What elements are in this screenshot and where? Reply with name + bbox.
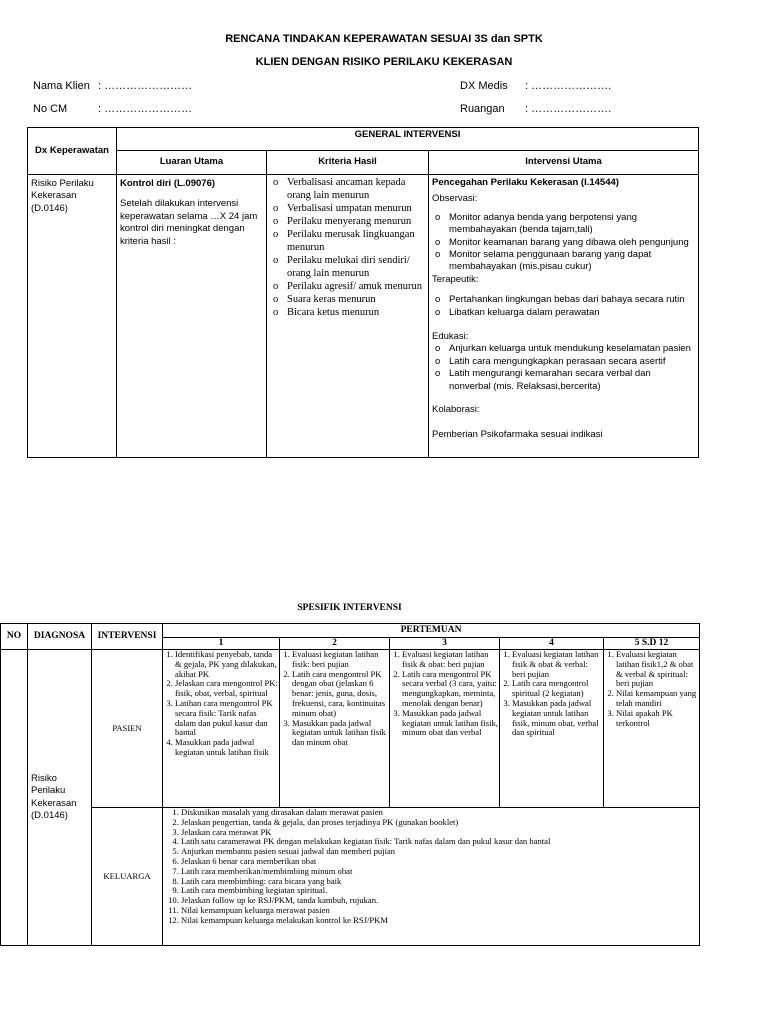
observasi-label: Observasi: — [432, 193, 478, 205]
dx-medis-value: : …………………. — [525, 80, 612, 92]
header-intervensi-utama: Intervensi Utama — [429, 151, 699, 175]
meeting-2-header: 2 — [280, 638, 390, 650]
keluarga-step: 7. Latih cara memberikan/membimbing minum obat — [181, 867, 699, 877]
document-subtitle: KLIEN DENGAN RISIKO PERILAKU KEKERASAN — [255, 56, 513, 68]
edukasi-item: o Latih cara mengungkapkan perasaan secara asertif — [432, 356, 695, 368]
pasien-label: PASIEN — [92, 650, 163, 808]
dx-cell: Risiko Perilaku Kekerasan (D.0146) — [28, 175, 117, 458]
keluarga-label: KELUARGA — [92, 808, 163, 946]
keluarga-step: 2. Jelaskan pengertian, tanda & gejala, dan proses terjadinya PK (gunakan booklet) — [181, 818, 699, 828]
kriteria-item: o Bicara ketus menurun — [270, 306, 425, 319]
keluarga-step: 1. Diskusikan masalah yang dirasakan dalam merawat pasien — [181, 808, 699, 818]
kriteria-item: o Suara keras menurun — [270, 293, 425, 306]
keluarga-step: 12. Nilai kemampuan keluarga melakukan kontrol ke RSJ/PKM — [181, 916, 699, 926]
keluarga-step: 11. Nilai kemampuan keluarga merawat pasien — [181, 906, 699, 916]
terapeutik-label: Terapeutik: — [432, 273, 479, 285]
observasi-item: o Monitor adanya benda yang berpotensi yang membahayakan (benda tajam,tali) — [432, 212, 695, 237]
meeting-3-header: 3 — [390, 638, 500, 650]
ruangan-value: : …………………. — [525, 103, 612, 115]
dx-medis-label: DX Medis — [460, 80, 508, 92]
spesifik-intervensi-title: SPESIFIK INTERVENSI — [297, 603, 402, 613]
header-kriteria-hasil: Kriteria Hasil — [267, 151, 429, 175]
no-cm-label: No CM — [33, 103, 68, 115]
kriteria-item: o Perilaku merusak lingkuangan menurun — [270, 228, 425, 254]
spesifik-intervensi-table — [0, 623, 700, 946]
nama-klien-label: Nama Klien — [33, 80, 90, 92]
observasi-list — [432, 212, 695, 274]
kriteria-cell — [267, 175, 429, 458]
observasi-item: o Monitor selama penggunaan barang yang dapat membahayakan (mis.pisau cukur) — [432, 249, 695, 274]
pasien-step: 1. Evaluasi kegiatan latihan fisik: beri pujian — [292, 650, 389, 670]
pasien-step: 1. Identifikasi penyebab, tanda & gejala, PK yang dilakukan, akibat PK — [175, 650, 279, 679]
keluarga-step: 9. Latih cara membimbing kegiatan spiritual. — [181, 886, 699, 896]
header-pertemuan: PERTEMUAN — [163, 624, 700, 638]
kolaborasi-label: Kolaborasi: — [432, 404, 480, 416]
pasien-step: 3. Nilai apakah PK terkontrol — [616, 709, 699, 729]
terapeutik-item: o Libatkan keluarga dalam perawatan — [432, 307, 695, 319]
edukasi-label: Edukasi: — [432, 331, 469, 343]
meeting-4-header: 4 — [500, 638, 604, 650]
pasien-step: 1. Evaluasi kegiatan latihan fisik & obat: beri pujian — [402, 650, 499, 670]
diagnosa-cell: Risiko Perilaku Kekerasan (D.0146) — [28, 650, 92, 946]
kriteria-item: o Perilaku melukai diri sendiri/ orang lain menurun — [270, 254, 425, 280]
pasien-step: 2. Latih cara mengontrol PK secara verbal (3 cara, yaitu: mengungkapkan, meminta, menolak dengan benar) — [402, 670, 499, 709]
terapeutik-list — [432, 294, 695, 319]
header-diagnosa: DIAGNOSA — [28, 624, 92, 650]
edukasi-list — [432, 343, 695, 393]
general-intervensi-table — [27, 127, 699, 458]
pasien-step: 2. Latih cara mengontrol PK dengan obat (jelaskan 6 benar: jenis, guna, dosis, frekuensi, cara, kontinuitas minum obat) — [292, 670, 389, 719]
pasien-step: 2. Latih cara mengontrol spiritual (2 kegiatan) — [512, 679, 603, 699]
pasien-meeting-2 — [280, 650, 390, 808]
document-title: RENCANA TINDAKAN KEPERAWATAN SESUAI 3S dan SPTK — [225, 33, 543, 45]
edukasi-item: o Latih mengurangi kemarahan secara verbal dan nonverbal (mis. Relaksasi,bercerita) — [432, 368, 695, 393]
terapeutik-item: o Pertahankan lingkungan bebas dari bahaya secara rutin — [432, 294, 695, 306]
pasien-step: 2. Nilai kemampuan yang telah mandiri — [616, 689, 699, 709]
header-general-intervensi: GENERAL INTERVENSI — [117, 128, 699, 151]
kolaborasi-text: Pemberian Psikofarmaka sesuai indikasi — [432, 428, 603, 440]
header-dx-keperawatan: Dx Keperawatan — [28, 128, 117, 175]
kriteria-item: o Verbalisasi umpatan menurun — [270, 202, 425, 215]
pasien-meeting-3 — [390, 650, 500, 808]
intervensi-cell — [429, 175, 699, 458]
keluarga-step: 10. Jelaskan follow up ke RSJ/PKM, tanda kambuh, rujukan. — [181, 896, 699, 906]
keluarga-step: 5. Anjurkan membantu pasien sesuai jadwal dan memberi pujian — [181, 847, 699, 857]
no-cm-value: : …………………… — [98, 103, 193, 115]
meeting-5-header: 5 S.D 12 — [604, 638, 700, 650]
pasien-step: 3. Latihan cara mengontrol PK secara fisik: Tarik nafas dalam dan pukul kasur dan bantal — [175, 699, 279, 738]
pasien-step: 3. Masukkan pada jadwal kegiatan untuk latihan fisik, minum obat, verbal dan spiritual — [512, 699, 603, 738]
luaran-text: Setelah dilakukan intervensi keperawatan selama …X 24 jam kontrol diri meningkat dengan kriteria hasil : — [120, 198, 258, 247]
nama-klien-value: : …………………… — [98, 80, 193, 92]
keluarga-step: 8. Latih cara membimbing: cara bicara yang baik — [181, 877, 699, 887]
header-no: NO — [1, 624, 28, 650]
kriteria-list — [270, 176, 425, 319]
pasien-step: 3. Masukkan pada jadwal kegiatan untuk latihan fisik, minum obat dan verbal — [402, 709, 499, 738]
header-intervensi: INTERVENSI — [92, 624, 163, 650]
header-luaran-utama: Luaran Utama — [117, 151, 267, 175]
pasien-step: 3. Masukkan pada jadwal kegiatan untuk latihan fisik dan minum obat — [292, 719, 389, 748]
keluarga-step: 4. Latih satu caramerawat PK dengan melakukan kegiatan fisik: Tarik nafas dalam dan pukul kasur dan bantal — [181, 837, 699, 847]
pasien-step: 1. Evaluasi kegiatan latihan fisik1,2 & obat & verbal & spiritual: beri pujian — [616, 650, 699, 689]
keluarga-step: 6. Jelaskan 6 benar cara memberikan obat — [181, 857, 699, 867]
observasi-item: o Monitor keamanan barang yang dibawa oleh pengunjung — [432, 237, 695, 249]
meeting-1-header: 1 — [163, 638, 280, 650]
pasien-meeting-4 — [500, 650, 604, 808]
no-cell — [1, 650, 28, 946]
pasien-step: 1. Evaluasi kegiatan latihan fisik & obat & verbal: beri pujian — [512, 650, 603, 679]
luaran-title: Kontrol diri (L.09076) — [120, 178, 216, 189]
pasien-step: 4. Masukkan pada jadwal kegiatan untuk latihan fisik — [175, 738, 279, 758]
pasien-meeting-5 — [604, 650, 700, 808]
kriteria-item: o Perilaku agresif/ amuk menurun — [270, 280, 425, 293]
intervensi-title: Pencegahan Perilaku Kekerasan (I.14544) — [432, 177, 619, 188]
keluarga-step: 3. Jelaskan cara merawat PK — [181, 828, 699, 838]
pasien-step: 2. Jelaskan cara mengontrol PK: fisik, obat, verbal, spiritual — [175, 679, 279, 699]
edukasi-item: o Anjurkan keluarga untuk mendukung keselamatan pasien — [432, 343, 695, 355]
keluarga-cell — [163, 808, 700, 946]
pasien-meeting-1 — [163, 650, 280, 808]
kriteria-item: o Perilaku menyerang menurun — [270, 215, 425, 228]
kriteria-item: o Verbalisasi ancaman kepada orang lain menurun — [270, 176, 425, 202]
luaran-cell — [117, 175, 267, 458]
ruangan-label: Ruangan — [460, 103, 505, 115]
